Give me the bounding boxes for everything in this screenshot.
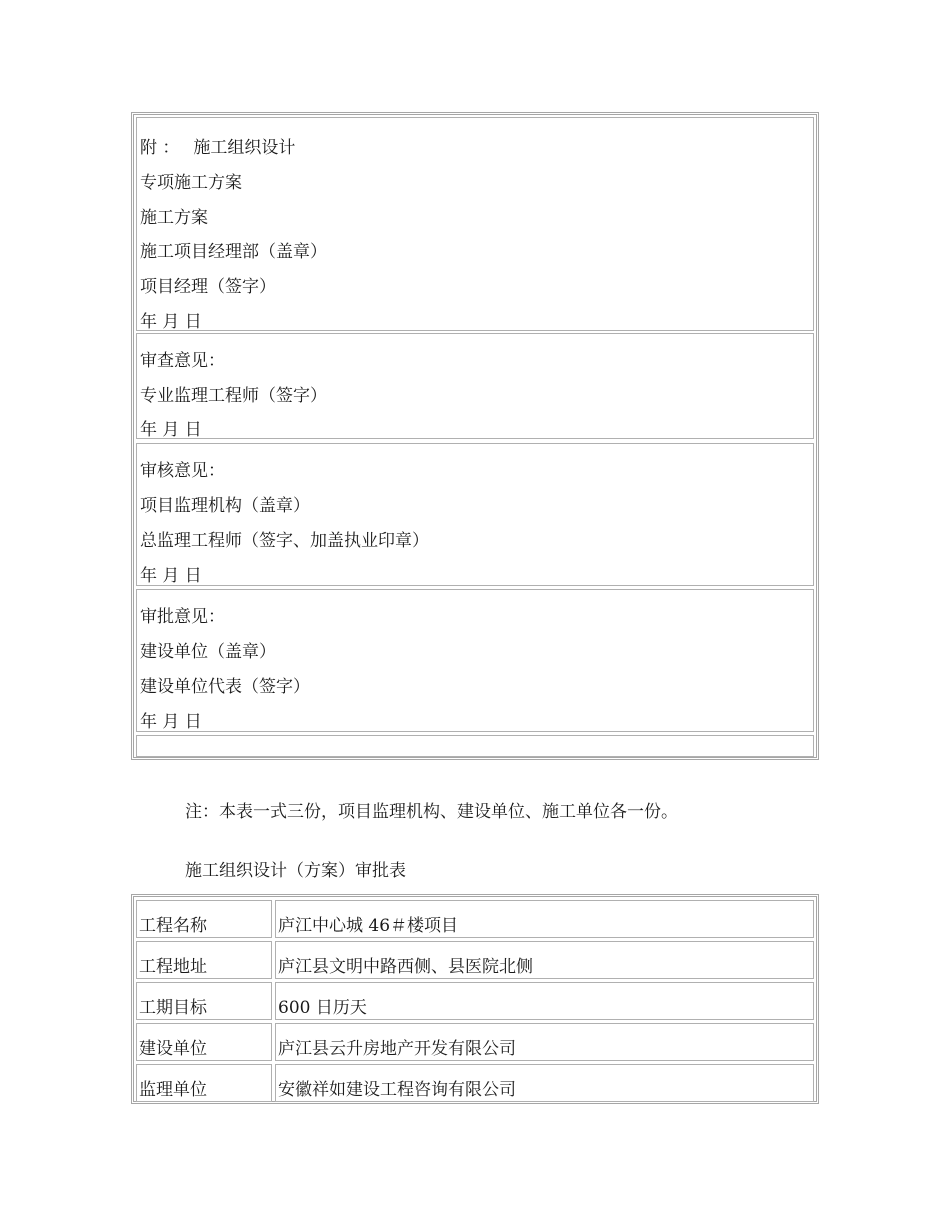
supervision-unit-label: 监理单位 xyxy=(139,1080,207,1100)
row-value-cell xyxy=(275,1023,814,1061)
project-name-value: 庐江中心城 46＃楼项目 xyxy=(278,916,459,936)
row-label-cell xyxy=(136,941,272,979)
review-section xyxy=(136,333,814,439)
empty-row xyxy=(136,735,814,757)
row-value-cell xyxy=(275,982,814,1020)
schedule-target-label: 工期目标 xyxy=(139,998,207,1018)
row-label-cell xyxy=(136,900,272,938)
table-row xyxy=(136,941,814,979)
approval-section xyxy=(136,589,814,732)
attachment-date-label: 年 月 日 xyxy=(140,312,202,332)
row-value-cell xyxy=(275,941,814,979)
review-date-label: 年 月 日 xyxy=(140,420,202,440)
project-address-value: 庐江县文明中路西侧、县医院北侧 xyxy=(278,957,533,977)
project-address-label: 工程地址 xyxy=(139,957,207,977)
supervising-engineer-signature-label: 专业监理工程师（签字） xyxy=(140,386,327,406)
chief-supervisor-signature-label: 总监理工程师（签字、加盖执业印章） xyxy=(140,531,429,551)
audit-section xyxy=(136,443,814,586)
supervision-agency-stamp-label: 项目监理机构（盖章） xyxy=(140,496,310,516)
row-label-cell xyxy=(136,982,272,1020)
approval-form-table xyxy=(131,112,819,760)
audit-heading: 审核意见： xyxy=(140,461,225,481)
project-name-label: 工程名称 xyxy=(139,916,207,936)
project-manager-signature-label: 项目经理（签字） xyxy=(140,277,276,297)
owner-unit-value: 庐江县云升房地产开发有限公司 xyxy=(278,1039,516,1059)
table-note: 注：本表一式三份，项目监理机构、建设单位、施工单位各一份。 xyxy=(185,802,678,822)
approval-date-label: 年 月 日 xyxy=(140,712,202,732)
department-stamp-label: 施工项目经理部（盖章） xyxy=(140,242,327,262)
attachment-item-special-plan: 专项施工方案 xyxy=(140,173,242,193)
table-row xyxy=(136,1023,814,1061)
table-row xyxy=(136,982,814,1020)
attachment-item-construction-design: 施工组织设计 xyxy=(193,138,296,158)
attachment-prefix: 附 ： xyxy=(140,138,180,158)
review-heading: 审查意见： xyxy=(140,351,225,371)
row-label-cell xyxy=(136,1023,272,1061)
row-value-cell xyxy=(275,1064,814,1102)
second-table-title: 施工组织设计（方案）审批表 xyxy=(185,861,406,881)
approval-heading: 审批意见： xyxy=(140,607,225,627)
owner-representative-signature-label: 建设单位代表（签字） xyxy=(140,677,310,697)
owner-unit-label: 建设单位 xyxy=(139,1039,207,1059)
schedule-target-value: 600 日历天 xyxy=(278,998,367,1018)
audit-date-label: 年 月 日 xyxy=(140,566,202,586)
project-info-table xyxy=(131,894,819,1104)
row-label-cell xyxy=(136,1064,272,1102)
attachment-section xyxy=(136,117,814,331)
supervision-unit-value: 安徽祥如建设工程咨询有限公司 xyxy=(278,1080,516,1100)
attachment-item-construction-plan: 施工方案 xyxy=(140,208,208,228)
attachment-line xyxy=(140,138,295,158)
table-row xyxy=(136,1064,814,1102)
row-value-cell xyxy=(275,900,814,938)
owner-stamp-label: 建设单位（盖章） xyxy=(140,642,276,662)
table-row xyxy=(136,900,814,938)
